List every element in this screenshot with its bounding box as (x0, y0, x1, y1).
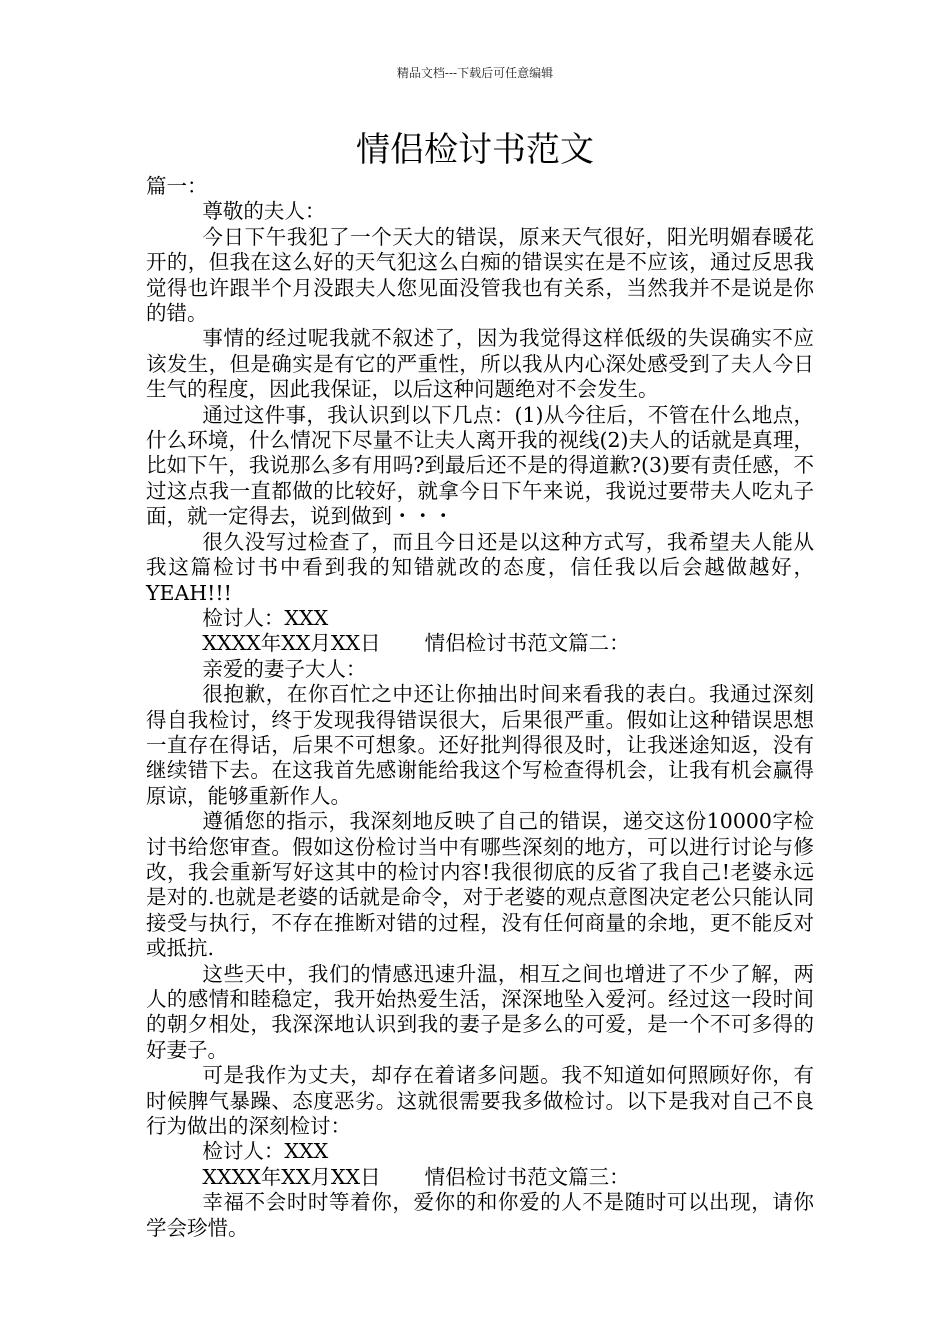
body-paragraph: 可是我作为丈夫，却存在着诸多问题。我不知道如何照顾好你，有时候脾气暴躁、态度恶劣。这就很需要我多做检讨。以下是我对自己不良行为做出的深刻检讨： (146, 1063, 814, 1139)
date-text: XXXX年XX月XX日 (202, 1164, 381, 1189)
document-title: 情侣检讨书范文 (356, 130, 594, 170)
signature-line: 检讨人：XXX (202, 1139, 329, 1164)
body-paragraph: 很久没写过检查了，而且今日还是以这种方式写，我希望夫人能从我这篇检讨书中看到我的知错就改的态度，信任我以后会越做越好，YEAH!!! (146, 529, 814, 605)
body-paragraph: 通过这件事，我认识到以下几点：(1)从今往后，不管在什么地点，什么环境，什么情况下尽量不让夫人离开我的视线(2)夫人的话就是真理，比如下午，我说那么多有用吗?到最后还不是的得道歉?(3)要有责任感，不过这点我一直都做的比较好，就拿今日下午来说，我说过要带夫人吃丸子面，就一定得去，说到做到・・・ (146, 402, 814, 529)
section-label-part-one: 篇一： (146, 174, 208, 198)
date-line (146, 631, 814, 656)
body-paragraph: 幸福不会时时等着你，爱你的和你爱的人不是随时可以出现，请你学会珍惜。 (146, 1190, 814, 1240)
page-header-note: 精品文档---下载后可任意编辑 (396, 66, 554, 80)
signature-line: 检讨人：XXX (202, 605, 329, 630)
document-body (146, 174, 814, 1241)
body-paragraph: 今日下午我犯了一个天大的错误，原来天气很好，阳光明媚春暖花开的，但我在这么好的天气犯这么白痴的错误实在是不应该，通过反思我觉得也许跟半个月没跟夫人您见面没管我也有关系，当然我并不是说是你的错。 (146, 224, 814, 326)
date-line (146, 1165, 814, 1190)
salutation-paragraph: 亲爱的妻子大人： (202, 656, 367, 681)
next-section-title: 情侣检讨书范文篇二： (424, 631, 630, 656)
body-paragraph: 事情的经过呢我就不叙述了，因为我觉得这样低级的失误确实不应该发生，但是确实是有它的严重性，所以我从内心深处感受到了夫人今日生气的程度，因此我保证，以后这种问题绝对不会发生。 (146, 326, 814, 402)
salutation-paragraph: 尊敬的夫人： (202, 199, 326, 224)
body-paragraph: 这些天中，我们的情感迅速升温，相互之间也增进了不少了解，两人的感情和睦稳定，我开始热爱生活，深深地坠入爱河。经过这一段时间的朝夕相处，我深深地认识到我的妻子是多么的可爱，是一个不可多得的好妻子。 (146, 961, 814, 1062)
next-section-title: 情侣检讨书范文篇三： (424, 1164, 630, 1189)
body-paragraph: 很抱歉，在你百忙之中还让你抽出时间来看我的表白。我通过深刻得自我检讨，终于发现我得错误很大，后果很严重。假如让这种错误思想一直存在得话，后果不可想象。还好批判得很及时，让我迷途知返，没有继续错下去。在这我首先感谢能给我这个写检查得机会，让我有机会赢得原谅，能够重新作人。 (146, 682, 814, 808)
date-text: XXXX年XX月XX日 (202, 631, 381, 656)
body-paragraph: 遵循您的指示，我深刻地反映了自己的错误，递交这份10000字检讨书给您审查。假如这份检讨当中有哪些深刻的地方，可以进行讨论与修改，我会重新写好这其中的检讨内容!我很彻底的反省了我自己!老婆永远是对的.也就是老婆的话就是命令，对于老婆的观点意图决定老公只能认同接受与执行，不存在推断对错的过程，没有任何商量的余地，更不能反对或抵抗. (146, 809, 814, 961)
